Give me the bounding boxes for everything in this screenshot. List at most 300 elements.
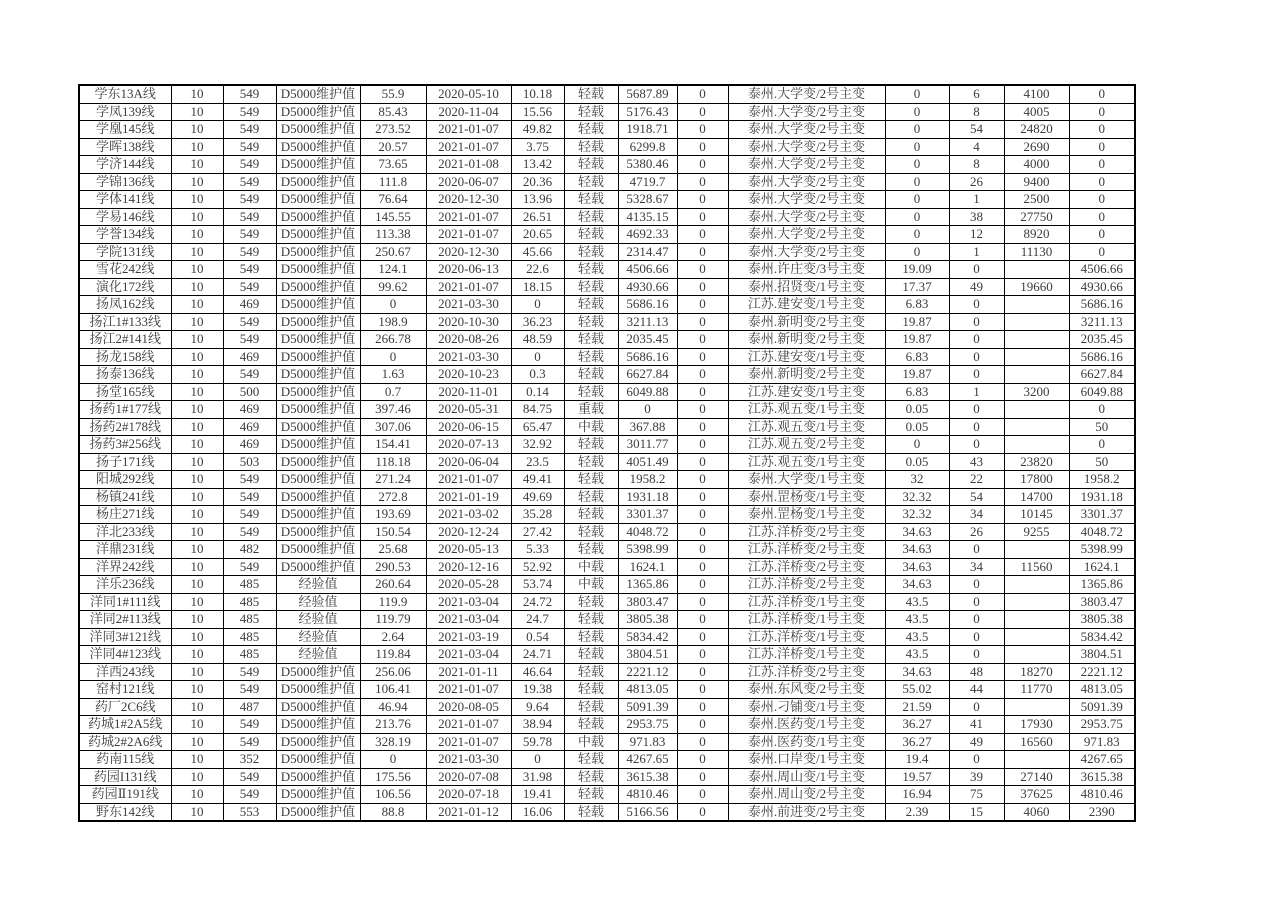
table-cell: 阳城292线 bbox=[79, 471, 171, 489]
table-body bbox=[79, 85, 1135, 821]
table-cell: 4930.66 bbox=[1069, 278, 1135, 296]
table-cell: 学济144线 bbox=[79, 156, 171, 174]
table-row bbox=[79, 226, 1135, 244]
table-cell: 0 bbox=[1069, 243, 1135, 261]
table-cell: 26 bbox=[949, 523, 1004, 541]
table-cell: 演化172线 bbox=[79, 278, 171, 296]
table-cell: 10 bbox=[171, 156, 223, 174]
table-cell: 31.98 bbox=[511, 768, 564, 786]
table-cell: 54 bbox=[949, 488, 1004, 506]
table-cell: D5000维护值 bbox=[276, 436, 360, 454]
table-cell: 553 bbox=[223, 803, 276, 821]
table-cell: 洋同4#123线 bbox=[79, 646, 171, 664]
table-cell: 重载 bbox=[564, 401, 618, 419]
table-cell: D5000维护值 bbox=[276, 541, 360, 559]
table-cell: 9255 bbox=[1004, 523, 1069, 541]
table-cell: 经验值 bbox=[276, 576, 360, 594]
table-cell: 泰州.刁铺变/1号主变 bbox=[728, 698, 885, 716]
table-row bbox=[79, 663, 1135, 681]
table-cell: 45.66 bbox=[511, 243, 564, 261]
table-row bbox=[79, 383, 1135, 401]
table-cell: 扬子171线 bbox=[79, 453, 171, 471]
table-row bbox=[79, 418, 1135, 436]
table-cell: 5686.16 bbox=[618, 296, 677, 314]
table-cell: 轻载 bbox=[564, 611, 618, 629]
table-cell: 549 bbox=[223, 208, 276, 226]
table-cell: D5000维护值 bbox=[276, 786, 360, 804]
table-cell: 0 bbox=[885, 191, 949, 209]
table-cell: 18270 bbox=[1004, 663, 1069, 681]
table-cell: 10 bbox=[171, 296, 223, 314]
table-cell: 轻载 bbox=[564, 191, 618, 209]
table-cell: 4051.49 bbox=[618, 453, 677, 471]
table-cell: 2690 bbox=[1004, 138, 1069, 156]
table-cell: 0 bbox=[677, 103, 728, 121]
table-cell: 扬药3#256线 bbox=[79, 436, 171, 454]
table-cell: 503 bbox=[223, 453, 276, 471]
table-cell: 0 bbox=[677, 121, 728, 139]
table-cell: 泰州.大学变/2号主变 bbox=[728, 85, 885, 103]
table-cell: 学晖138线 bbox=[79, 138, 171, 156]
table-cell: 泰州.罡杨变/1号主变 bbox=[728, 506, 885, 524]
table-cell: 0 bbox=[511, 751, 564, 769]
table-cell: 0 bbox=[677, 506, 728, 524]
table-cell: 469 bbox=[223, 418, 276, 436]
table-cell: 17930 bbox=[1004, 716, 1069, 734]
table-cell: 0 bbox=[1069, 401, 1135, 419]
table-cell: D5000维护值 bbox=[276, 506, 360, 524]
table-cell: 48.59 bbox=[511, 331, 564, 349]
table-cell: 0 bbox=[677, 751, 728, 769]
table-cell: 江苏.洋桥变/2号主变 bbox=[728, 523, 885, 541]
table-cell: 13.96 bbox=[511, 191, 564, 209]
table-cell: 0 bbox=[677, 541, 728, 559]
table-cell: 19.87 bbox=[885, 313, 949, 331]
table-cell: 2.64 bbox=[360, 628, 426, 646]
table-cell: 3803.47 bbox=[618, 593, 677, 611]
table-cell bbox=[1004, 296, 1069, 314]
table-row bbox=[79, 313, 1135, 331]
table-cell: 江苏.洋桥变/2号主变 bbox=[728, 541, 885, 559]
table-cell: 0 bbox=[677, 261, 728, 279]
table-cell: 0 bbox=[1069, 226, 1135, 244]
table-cell: 549 bbox=[223, 313, 276, 331]
table-cell: 5380.46 bbox=[618, 156, 677, 174]
table-cell: 5328.67 bbox=[618, 191, 677, 209]
table-cell: 352 bbox=[223, 751, 276, 769]
table-cell: 江苏.建安变/1号主变 bbox=[728, 383, 885, 401]
table-cell: 19.57 bbox=[885, 768, 949, 786]
table-row bbox=[79, 803, 1135, 821]
table-cell: 10 bbox=[171, 646, 223, 664]
table-cell: 0 bbox=[360, 751, 426, 769]
table-cell: 3803.47 bbox=[1069, 593, 1135, 611]
table-cell: 34.63 bbox=[885, 523, 949, 541]
table-cell: D5000维护值 bbox=[276, 716, 360, 734]
table-cell: 15 bbox=[949, 803, 1004, 821]
table-cell: 0 bbox=[677, 138, 728, 156]
table-row bbox=[79, 103, 1135, 121]
table-cell: 0 bbox=[360, 348, 426, 366]
table-cell: 0 bbox=[677, 558, 728, 576]
table-cell: 泰州.大学变/2号主变 bbox=[728, 208, 885, 226]
table-cell: 10 bbox=[171, 733, 223, 751]
table-cell: 杨镇241线 bbox=[79, 488, 171, 506]
table-cell: 洋同2#113线 bbox=[79, 611, 171, 629]
table-cell: 2020-06-07 bbox=[426, 173, 511, 191]
table-cell: 6 bbox=[949, 85, 1004, 103]
table-cell: 轻载 bbox=[564, 646, 618, 664]
table-cell: 2020-06-15 bbox=[426, 418, 511, 436]
table-cell: 2021-01-08 bbox=[426, 156, 511, 174]
table-cell: 学凰145线 bbox=[79, 121, 171, 139]
table-cell: 中载 bbox=[564, 733, 618, 751]
table-cell: 2020-05-31 bbox=[426, 401, 511, 419]
table-cell: 0 bbox=[677, 156, 728, 174]
table-cell: 193.69 bbox=[360, 506, 426, 524]
table-cell bbox=[1004, 313, 1069, 331]
table-cell: 2021-01-19 bbox=[426, 488, 511, 506]
table-cell: 3805.38 bbox=[1069, 611, 1135, 629]
table-cell: 971.83 bbox=[1069, 733, 1135, 751]
table-cell bbox=[1004, 348, 1069, 366]
table-cell: 549 bbox=[223, 366, 276, 384]
table-cell: 24.7 bbox=[511, 611, 564, 629]
table-cell: D5000维护值 bbox=[276, 558, 360, 576]
table-cell: 2021-03-30 bbox=[426, 348, 511, 366]
table-cell: 23.5 bbox=[511, 453, 564, 471]
table-cell: 洋同1#111线 bbox=[79, 593, 171, 611]
table-cell: 10.18 bbox=[511, 85, 564, 103]
table-cell: 2221.12 bbox=[1069, 663, 1135, 681]
table-cell: 1 bbox=[949, 383, 1004, 401]
table-cell: 泰州.大学变/1号主变 bbox=[728, 471, 885, 489]
table-cell: 轻载 bbox=[564, 226, 618, 244]
table-cell: 6.83 bbox=[885, 383, 949, 401]
table-cell: 中载 bbox=[564, 418, 618, 436]
table-cell: 2021-01-07 bbox=[426, 138, 511, 156]
table-cell: 泰州.周山变/2号主变 bbox=[728, 786, 885, 804]
table-cell: 经验值 bbox=[276, 593, 360, 611]
table-cell: 37625 bbox=[1004, 786, 1069, 804]
table-cell: 34 bbox=[949, 506, 1004, 524]
table-cell: 38.94 bbox=[511, 716, 564, 734]
table-cell: 轻载 bbox=[564, 488, 618, 506]
table-cell: 4813.05 bbox=[618, 681, 677, 699]
table-cell: 轻载 bbox=[564, 506, 618, 524]
table-cell: 江苏.洋桥变/2号主变 bbox=[728, 663, 885, 681]
table-cell: 485 bbox=[223, 593, 276, 611]
table-cell: 0 bbox=[949, 698, 1004, 716]
table-cell: 549 bbox=[223, 663, 276, 681]
table-cell: 2953.75 bbox=[1069, 716, 1135, 734]
table-cell: 0 bbox=[677, 418, 728, 436]
table-cell: 20.57 bbox=[360, 138, 426, 156]
table-cell: 轻载 bbox=[564, 698, 618, 716]
table-cell: 10 bbox=[171, 243, 223, 261]
table-row bbox=[79, 786, 1135, 804]
table-cell: 泰州.医药变/1号主变 bbox=[728, 733, 885, 751]
table-cell: 2021-01-12 bbox=[426, 803, 511, 821]
table-cell: 549 bbox=[223, 138, 276, 156]
table-cell: D5000维护值 bbox=[276, 383, 360, 401]
table-cell: 2020-12-24 bbox=[426, 523, 511, 541]
table-cell: 10 bbox=[171, 226, 223, 244]
table-cell: 轻载 bbox=[564, 121, 618, 139]
table-cell: 482 bbox=[223, 541, 276, 559]
table-cell: D5000维护值 bbox=[276, 243, 360, 261]
table-cell: 549 bbox=[223, 786, 276, 804]
table-cell: 学锦136线 bbox=[79, 173, 171, 191]
table-cell: 轻载 bbox=[564, 138, 618, 156]
table-cell: 12 bbox=[949, 226, 1004, 244]
table-cell: 34.63 bbox=[885, 663, 949, 681]
table-cell: 10 bbox=[171, 103, 223, 121]
table-cell: D5000维护值 bbox=[276, 348, 360, 366]
table-cell: 0 bbox=[677, 173, 728, 191]
table-cell: 8920 bbox=[1004, 226, 1069, 244]
table-cell: 轻载 bbox=[564, 331, 618, 349]
table-cell: 10 bbox=[171, 278, 223, 296]
table-cell: 49 bbox=[949, 733, 1004, 751]
table-cell: 4506.66 bbox=[618, 261, 677, 279]
table-cell: 10 bbox=[171, 418, 223, 436]
table-cell: 轻载 bbox=[564, 85, 618, 103]
table-cell: 0 bbox=[677, 453, 728, 471]
table-cell: 江苏.洋桥变/1号主变 bbox=[728, 593, 885, 611]
table-cell: 10 bbox=[171, 663, 223, 681]
table-cell: 1365.86 bbox=[618, 576, 677, 594]
table-cell: D5000维护值 bbox=[276, 523, 360, 541]
table-cell: 轻载 bbox=[564, 243, 618, 261]
table-cell: 27750 bbox=[1004, 208, 1069, 226]
table-cell: 0 bbox=[885, 138, 949, 156]
table-cell: 485 bbox=[223, 646, 276, 664]
table-cell: 0 bbox=[949, 751, 1004, 769]
table-cell: 0 bbox=[677, 331, 728, 349]
table-cell: 0 bbox=[677, 191, 728, 209]
table-row bbox=[79, 296, 1135, 314]
table-cell: 江苏.洋桥变/1号主变 bbox=[728, 628, 885, 646]
table-cell: 3301.37 bbox=[1069, 506, 1135, 524]
table-cell: 0 bbox=[677, 698, 728, 716]
table-cell: 43.5 bbox=[885, 646, 949, 664]
table-row bbox=[79, 506, 1135, 524]
table-cell: 16.06 bbox=[511, 803, 564, 821]
table-cell: D5000维护值 bbox=[276, 733, 360, 751]
table-cell bbox=[1004, 541, 1069, 559]
table-cell: 2021-01-11 bbox=[426, 663, 511, 681]
table-cell: 11770 bbox=[1004, 681, 1069, 699]
table-cell: 485 bbox=[223, 611, 276, 629]
table-row bbox=[79, 558, 1135, 576]
table-row bbox=[79, 716, 1135, 734]
table-cell: 19.4 bbox=[885, 751, 949, 769]
table-cell: 11560 bbox=[1004, 558, 1069, 576]
table-cell: 泰州.大学变/2号主变 bbox=[728, 121, 885, 139]
table-cell: 2020-08-05 bbox=[426, 698, 511, 716]
table-cell: 10 bbox=[171, 576, 223, 594]
table-cell: 泰州.新明变/2号主变 bbox=[728, 313, 885, 331]
table-cell: 10 bbox=[171, 331, 223, 349]
table-cell: 0 bbox=[1069, 436, 1135, 454]
table-cell: 549 bbox=[223, 278, 276, 296]
table-cell: 55.02 bbox=[885, 681, 949, 699]
table-cell: 2021-03-04 bbox=[426, 646, 511, 664]
table-cell: 46.94 bbox=[360, 698, 426, 716]
table-cell: 泰州.大学变/2号主变 bbox=[728, 243, 885, 261]
table-row bbox=[79, 541, 1135, 559]
table-cell: 13.42 bbox=[511, 156, 564, 174]
table-cell: 14700 bbox=[1004, 488, 1069, 506]
table-cell: 中载 bbox=[564, 576, 618, 594]
table-cell: 0 bbox=[677, 786, 728, 804]
table-cell bbox=[1004, 331, 1069, 349]
table-cell: 10145 bbox=[1004, 506, 1069, 524]
table-cell: 549 bbox=[223, 121, 276, 139]
table-cell: 0 bbox=[1069, 191, 1135, 209]
table-row bbox=[79, 436, 1135, 454]
table-cell: 10 bbox=[171, 681, 223, 699]
table-cell: 4719.7 bbox=[618, 173, 677, 191]
table-cell: 3301.37 bbox=[618, 506, 677, 524]
table-cell: 3011.77 bbox=[618, 436, 677, 454]
table-cell: 5834.42 bbox=[1069, 628, 1135, 646]
table-cell: 2021-03-30 bbox=[426, 751, 511, 769]
table-cell: 10 bbox=[171, 751, 223, 769]
table-cell bbox=[1004, 436, 1069, 454]
table-cell: 4 bbox=[949, 138, 1004, 156]
table-cell: 10 bbox=[171, 313, 223, 331]
table-cell: 18.15 bbox=[511, 278, 564, 296]
table-cell: 16560 bbox=[1004, 733, 1069, 751]
table-cell: 4060 bbox=[1004, 803, 1069, 821]
table-cell: 10 bbox=[171, 803, 223, 821]
table-cell: 江苏.观五变/1号主变 bbox=[728, 418, 885, 436]
table-cell: 0 bbox=[949, 628, 1004, 646]
table-cell: 学院131线 bbox=[79, 243, 171, 261]
table-cell: 扬江1#133线 bbox=[79, 313, 171, 331]
table-cell: 59.78 bbox=[511, 733, 564, 751]
table-cell: 泰州.大学变/2号主变 bbox=[728, 138, 885, 156]
table-cell: 0.05 bbox=[885, 418, 949, 436]
table-cell: 20.65 bbox=[511, 226, 564, 244]
table-cell: 0 bbox=[677, 663, 728, 681]
table-cell: 4048.72 bbox=[1069, 523, 1135, 541]
table-cell: 洋西243线 bbox=[79, 663, 171, 681]
table-cell: D5000维护值 bbox=[276, 663, 360, 681]
table-cell: 469 bbox=[223, 348, 276, 366]
table-cell: 4692.33 bbox=[618, 226, 677, 244]
table-cell: 2020-10-30 bbox=[426, 313, 511, 331]
table-cell: 轻载 bbox=[564, 436, 618, 454]
table-cell: 49.82 bbox=[511, 121, 564, 139]
table-cell: 杨庄271线 bbox=[79, 506, 171, 524]
table-cell: 轻载 bbox=[564, 541, 618, 559]
table-cell: 0 bbox=[885, 121, 949, 139]
table-cell: 0 bbox=[885, 85, 949, 103]
table-cell: 19.87 bbox=[885, 331, 949, 349]
table-cell: 窑村121线 bbox=[79, 681, 171, 699]
table-cell: 0 bbox=[677, 243, 728, 261]
table-cell: 3211.13 bbox=[1069, 313, 1135, 331]
table-cell: 0 bbox=[677, 436, 728, 454]
table-cell: 22.6 bbox=[511, 261, 564, 279]
table-cell: 106.56 bbox=[360, 786, 426, 804]
table-cell bbox=[1004, 576, 1069, 594]
table-cell: 泰州.大学变/2号主变 bbox=[728, 191, 885, 209]
table-cell: 轻载 bbox=[564, 278, 618, 296]
table-cell: 2020-05-10 bbox=[426, 85, 511, 103]
table-cell: 2020-11-04 bbox=[426, 103, 511, 121]
table-cell: 10 bbox=[171, 121, 223, 139]
table-cell: 88.8 bbox=[360, 803, 426, 821]
table-cell: 549 bbox=[223, 173, 276, 191]
table-cell: 43.5 bbox=[885, 611, 949, 629]
table-cell: 轻载 bbox=[564, 523, 618, 541]
table-cell: 34 bbox=[949, 558, 1004, 576]
table-cell: 6627.84 bbox=[618, 366, 677, 384]
table-cell: D5000维护值 bbox=[276, 698, 360, 716]
table-cell: 22 bbox=[949, 471, 1004, 489]
table-cell: 2021-01-07 bbox=[426, 681, 511, 699]
table-cell: 0 bbox=[677, 716, 728, 734]
table-cell: 0 bbox=[677, 313, 728, 331]
table-cell: 256.06 bbox=[360, 663, 426, 681]
table-cell: 5686.16 bbox=[618, 348, 677, 366]
table-cell: 43 bbox=[949, 453, 1004, 471]
table-cell: 10 bbox=[171, 506, 223, 524]
table-cell: D5000维护值 bbox=[276, 453, 360, 471]
table-cell: 5687.89 bbox=[618, 85, 677, 103]
table-cell: 泰州.罡杨变/1号主变 bbox=[728, 488, 885, 506]
table-cell: 泰州.大学变/2号主变 bbox=[728, 173, 885, 191]
table-cell: 0 bbox=[677, 488, 728, 506]
table-row bbox=[79, 331, 1135, 349]
table-row bbox=[79, 85, 1135, 103]
table-cell: 10 bbox=[171, 628, 223, 646]
table-cell: D5000维护值 bbox=[276, 226, 360, 244]
table-cell: 学誉134线 bbox=[79, 226, 171, 244]
table-cell: 1931.18 bbox=[618, 488, 677, 506]
table-cell: D5000维护值 bbox=[276, 138, 360, 156]
table-cell: 549 bbox=[223, 191, 276, 209]
table-row bbox=[79, 611, 1135, 629]
table-cell: 0 bbox=[677, 278, 728, 296]
table-cell: 药城1#2A5线 bbox=[79, 716, 171, 734]
table-cell: 0.54 bbox=[511, 628, 564, 646]
table-cell: 江苏.洋桥变/2号主变 bbox=[728, 576, 885, 594]
table-row bbox=[79, 243, 1135, 261]
table-cell: 0 bbox=[677, 733, 728, 751]
table-cell: 江苏.建安变/1号主变 bbox=[728, 296, 885, 314]
table-cell: 0 bbox=[949, 611, 1004, 629]
table-cell: 0 bbox=[885, 103, 949, 121]
table-cell: 学体141线 bbox=[79, 191, 171, 209]
table-cell: 2020-07-18 bbox=[426, 786, 511, 804]
table-cell: 38 bbox=[949, 208, 1004, 226]
table-cell: 99.62 bbox=[360, 278, 426, 296]
table-row bbox=[79, 681, 1135, 699]
table-cell: D5000维护值 bbox=[276, 208, 360, 226]
table-cell: 泰州.招贤变/1号主变 bbox=[728, 278, 885, 296]
table-cell: 泰州.新明变/2号主变 bbox=[728, 331, 885, 349]
table-cell: 113.38 bbox=[360, 226, 426, 244]
table-row bbox=[79, 401, 1135, 419]
table-cell: 0 bbox=[1069, 156, 1135, 174]
table-cell: 2021-01-07 bbox=[426, 278, 511, 296]
table-cell: 0 bbox=[885, 226, 949, 244]
